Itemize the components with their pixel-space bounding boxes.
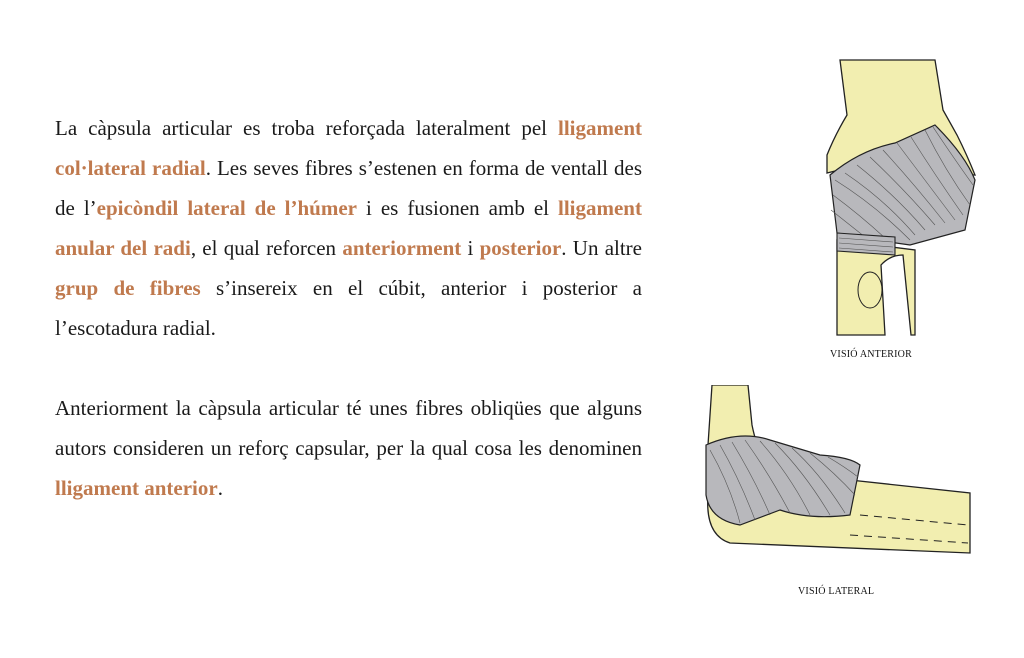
highlighted-term: epicòndil lateral de l’húmer <box>96 196 357 220</box>
text-run: i es fusionen amb el <box>356 196 558 220</box>
paragraph-anterior-ligament <box>55 388 642 508</box>
lateral-view-illustration <box>700 385 975 565</box>
text-run: s’insereix en el cúbit, anterior i posterior a l’escotadura radial. <box>55 276 642 340</box>
highlighted-term: anteriorment <box>342 236 462 260</box>
text-run: i <box>461 236 480 260</box>
highlighted-term: posterior <box>479 236 562 260</box>
highlighted-term: grup de fibres <box>55 276 201 300</box>
highlighted-term: lligament anular del radi <box>55 196 642 260</box>
paragraph-lateral-ligaments <box>55 108 642 348</box>
text-run: . Un altre <box>561 236 642 260</box>
lateral-view-caption: VISIÓ LATERAL <box>798 586 875 597</box>
anterior-view-caption: VISIÓ ANTERIOR <box>830 349 912 360</box>
highlighted-term: lligament anterior <box>55 476 218 500</box>
text-run: , el qual reforcen <box>190 236 343 260</box>
text-run: . Les seves fibres s’estenen en forma de ventall des de l’ <box>55 156 642 220</box>
anterior-view-illustration <box>815 55 990 340</box>
text-column <box>55 108 642 508</box>
highlighted-term: lligament col·lateral radial <box>55 116 642 180</box>
text-run: . <box>217 476 223 500</box>
text-run: Anteriorment la càpsula articular té unes fibres obliqües que alguns autors consideren un reforç capsular, per la qual cosa les denominen <box>55 396 642 460</box>
text-run: La càpsula articular es troba reforçada lateralment pel <box>55 116 558 140</box>
